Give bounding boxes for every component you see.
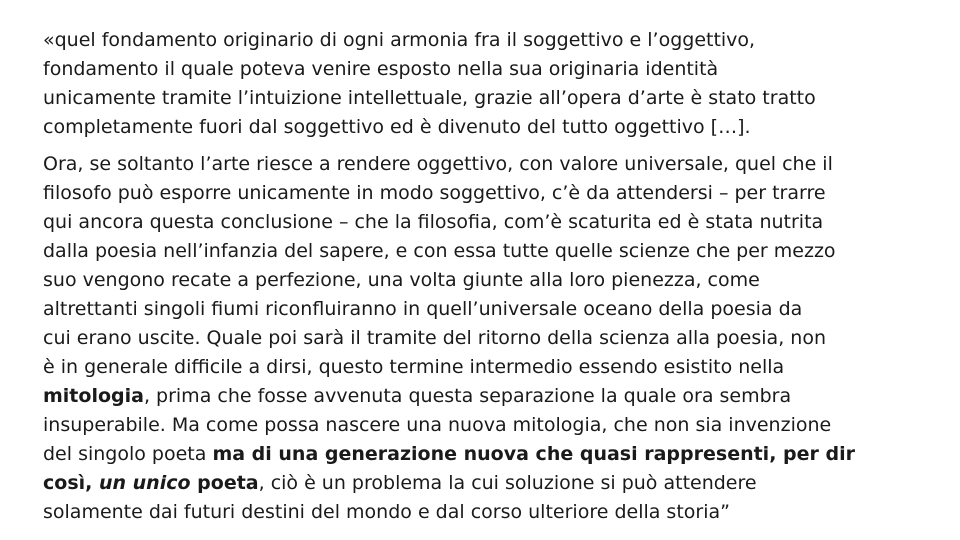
emphasis-un-unico	[99, 472, 191, 494]
text-line: completamente fuori dal soggettivo ed è divenuto del tutto oggettivo […].	[43, 116, 751, 138]
text-line: altrettanti singoli fiumi riconfluiranno in quell’universale oceano della poesia da	[43, 298, 803, 320]
quote-paragraph-1	[43, 26, 816, 142]
text-line: solamente dai futuri destini del mondo e dal corso ulteriore della storia”	[43, 501, 730, 523]
emphasis-generazione: ma di una generazione nuova che quasi rappresenti, per dir	[212, 443, 855, 465]
quote-paragraph-2	[43, 150, 855, 527]
text-line	[43, 382, 855, 411]
emphasis-mitologia: mitologia	[43, 385, 144, 407]
text-line	[43, 440, 855, 469]
italic-un-unico: un unico	[98, 472, 191, 494]
text-segment: , prima che fosse avvenuta questa separazione la quale ora sembra	[143, 385, 792, 407]
text-line: insuperabile. Ma come possa nascere una nuova mitologia, che non sia invenzione	[43, 414, 832, 436]
text-line: filosofo può esporre unicamente in modo soggettivo, c’è da attendersi – per trarre	[43, 182, 826, 204]
text-line: Ora, se soltanto l’arte riesce a rendere oggettivo, con valore universale, quel che il	[43, 153, 833, 175]
text-line: qui ancora questa conclusione – che la filosofia, com’è scaturita ed è stata nutrita	[43, 211, 824, 233]
text-line: fondamento il quale poteva venire esposto nella sua originaria identità	[43, 58, 719, 80]
text-line: unicamente tramite l’intuizione intellettuale, grazie all’opera d’arte è stato tratto	[43, 87, 816, 109]
text-line: cui erano uscite. Quale poi sarà il tramite del ritorno della scienza alla poesia, non	[43, 327, 826, 349]
text-segment: del singolo poeta	[43, 443, 213, 465]
emphasis-cosi: così,	[43, 472, 99, 494]
emphasis-poeta: poeta	[190, 472, 259, 494]
text-segment: , ciò è un problema la cui soluzione si può attendere	[258, 472, 757, 494]
text-line: suo vengono recate a perfezione, una volta giunte alla loro pienezza, come	[43, 269, 760, 291]
text-line: dalla poesia nell’infanzia del sapere, e con essa tutte quelle scienze che per mezzo	[43, 240, 836, 262]
text-line	[43, 469, 855, 498]
text-line: è in generale difficile a dirsi, questo termine intermedio essendo esistito nella	[43, 356, 785, 378]
text-line: «quel fondamento originario di ogni armonia fra il soggettivo e l’oggettivo,	[43, 29, 756, 51]
